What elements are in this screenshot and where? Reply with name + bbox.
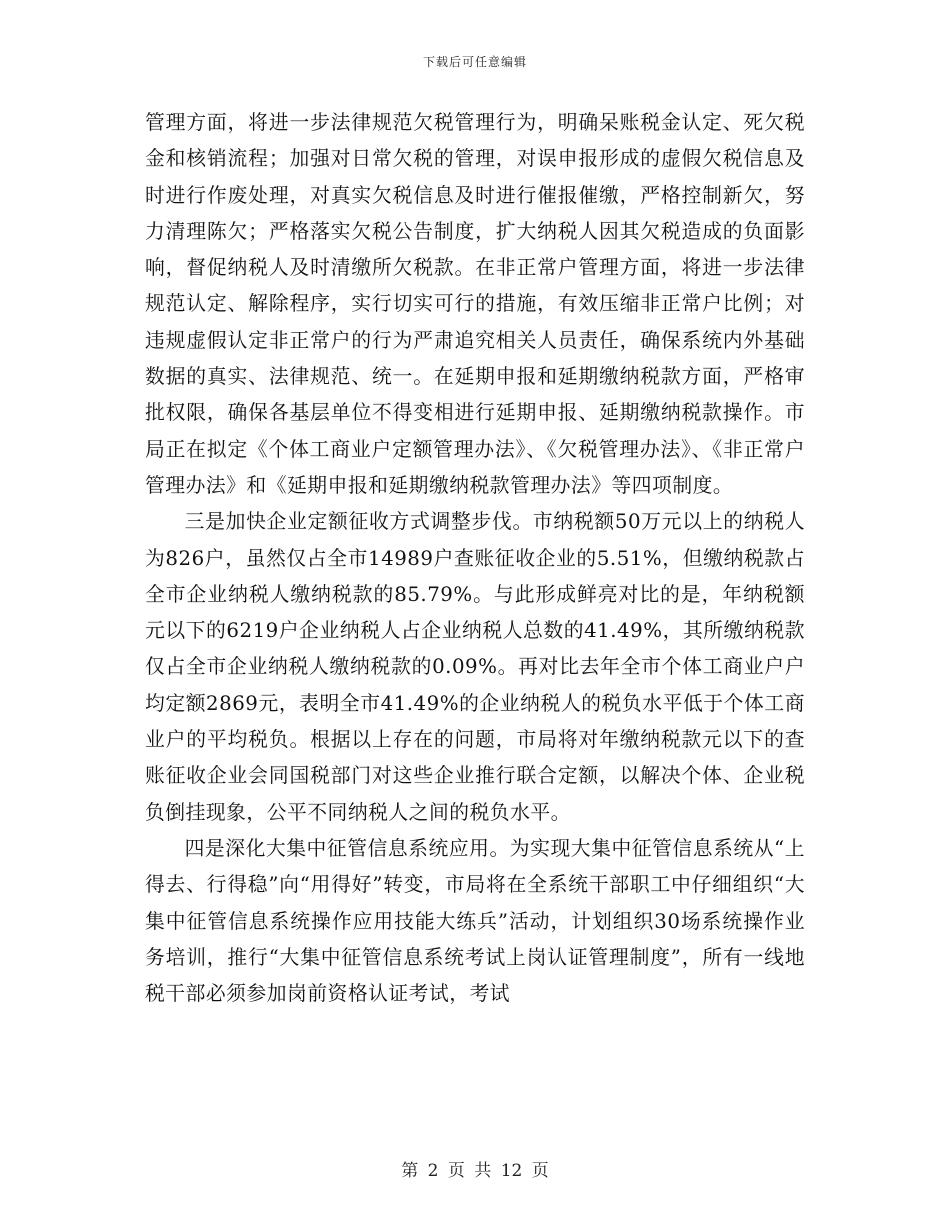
paragraph-item-three: 三是加快企业定额征收方式调整步伐。市纳税额50万元以上的纳税人为826户，虽然仅占全市14989户查账征收企业的5.51%，但缴纳税款占全市企业纳税人缴纳税款的85.79%。与此形成鲜亮对比的是，年纳税额元以下的6219户企业纳税人占企业纳税人总数的41.49%，其所缴纳税款仅占全市企业纳税人缴纳税款的0.09%。再对比去年全市个体工商业户户均定额2869元，表明全市41.49%的企业纳税人的税负水平低于个体工商业户的平均税负。根据以上存在的问题，市局将对年缴纳税款元以下的查账征收企业会同国税部门对这些企业推行联合定额，以解决个体、企业税负倒挂现象，公平不同纳税人之间的税负水平。 [145, 510, 805, 824]
page-header-note: 下载后可任意编辑 [422, 55, 527, 69]
paragraph-continuation: 管理方面，将进一步法律规范欠税管理行为，明确呆账税金认定、死欠税金和核销流程；加强对日常欠税的管理，对误申报形成的虚假欠税信息及时进行作废处理，对真实欠税信息及时进行催报催缴，严格控制新欠，努力清理陈欠；严格落实欠税公告制度，扩大纳税人因其欠税造成的负面影响，督促纳税人及时清缴所欠税款。在非正常户管理方面，将进一步法律规范认定、解除程序，实行切实可行的措施，有效压缩非正常户比例；对违规虚假认定非正常户的行为严肃追究相关人员责任，确保系统内外基础数据的真实、法律规范、统一。在延期申报和延期缴纳税款方面，严格审批权限，确保各基层单位不得变相进行延期申报、延期缴纳税款操作。市局正在拟定《个体工商业户定额管理办法》、《欠税管理办法》、《非正常户管理办法》和《延期申报和延期缴纳税款管理办法》等四项制度。 [145, 111, 805, 497]
paragraph-item-four: 四是深化大集中征管信息系统应用。为实现大集中征管信息系统从“上得去、行得稳”向“用得好”转变，市局将在全系统干部职工中仔细组织“大集中征管信息系统操作应用技能大练兵”活动，计划组织30场系统操作业务培训，推行“大集中征管信息系统考试上岗认证管理制度”，所有一线地税干部必须参加岗前资格认证考试，考试 [145, 836, 805, 1006]
document-body [145, 105, 805, 1012]
page-number-footer: 第 2 页 共 12 页 [401, 1161, 549, 1181]
